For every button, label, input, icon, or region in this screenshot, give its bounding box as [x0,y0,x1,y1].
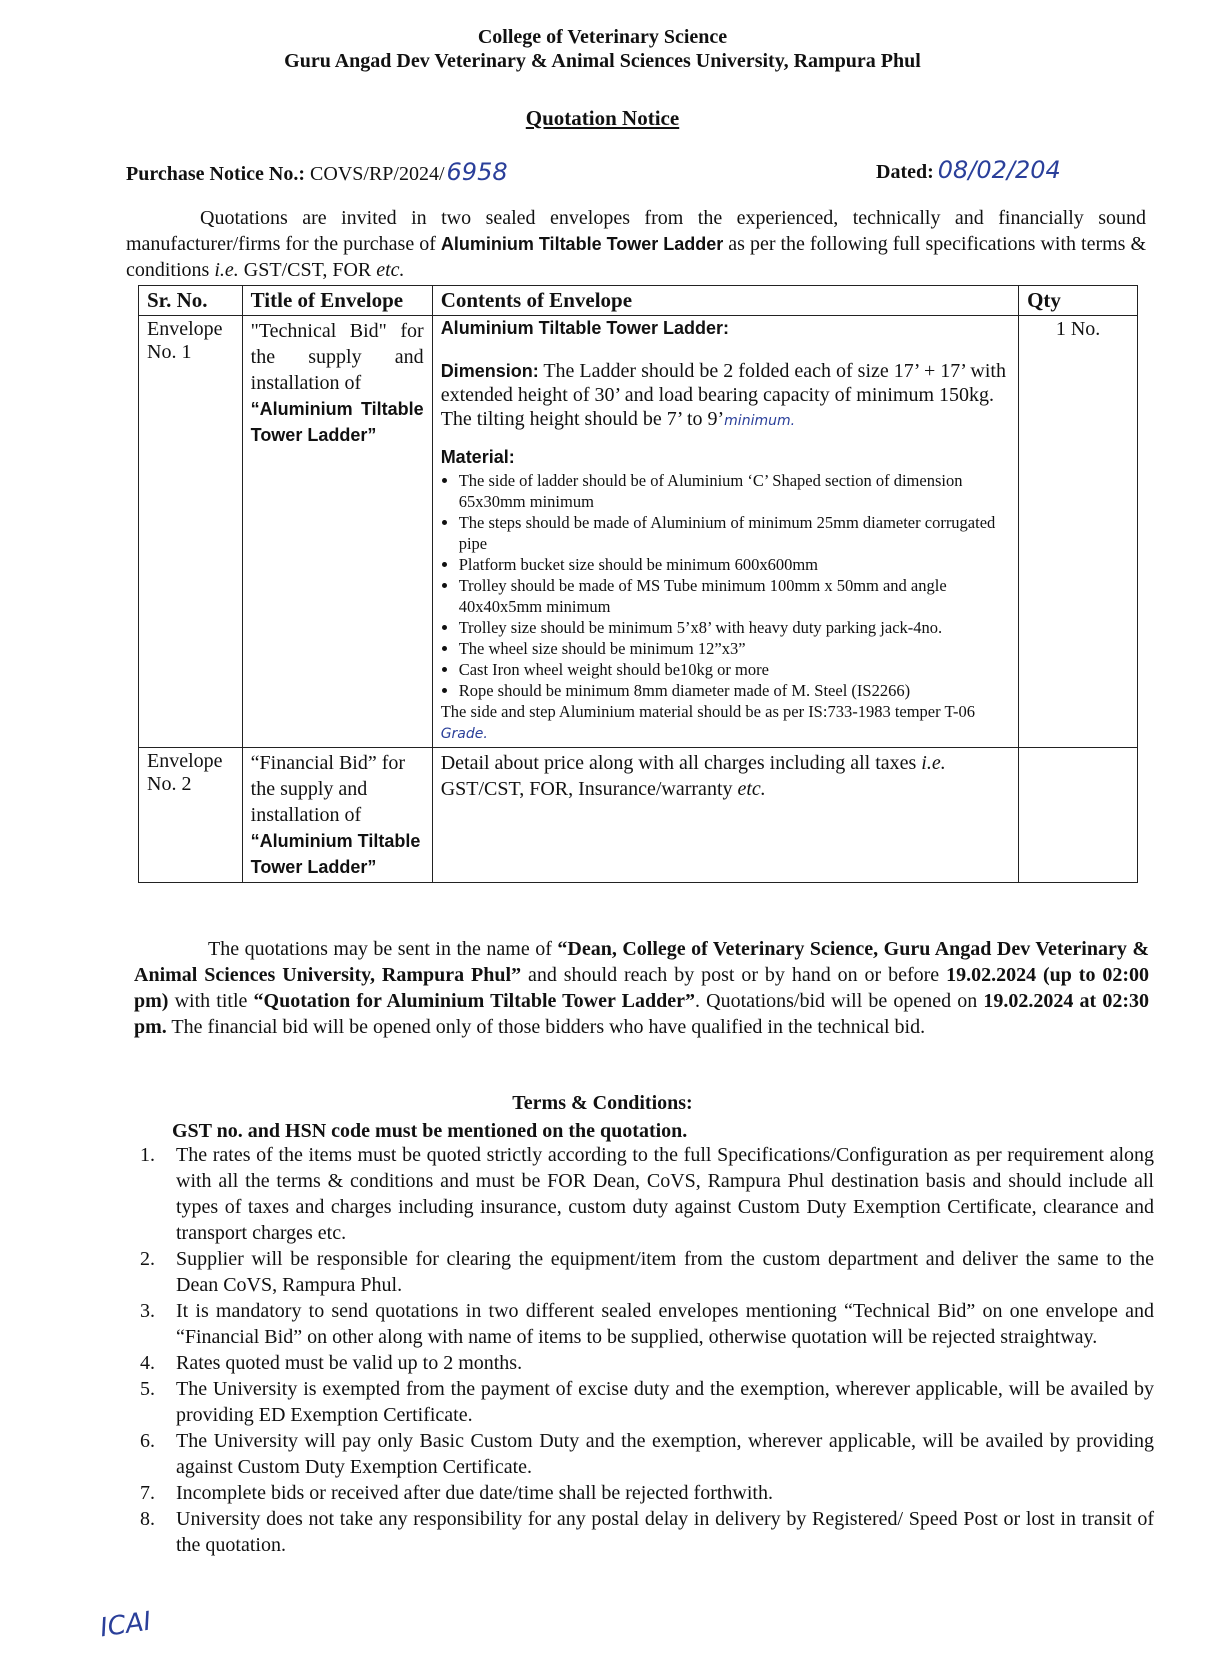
deadline: 19.02.2024 (up to 02:00 pm) [134,964,1150,1012]
term-number: 4. [140,1352,155,1374]
term-text: The University is exempted from the payment of excise duty and the exemption, wherever applicable, will be availed by providing ED Exemption Certificate. [176,1378,1154,1426]
term-number: 2. [140,1248,155,1270]
handwritten-minimum: minimum. [724,413,796,429]
term-number: 8. [140,1508,155,1530]
intro-ie: i.e. [214,259,239,281]
intro-text: as per the following full specifications with terms & conditions [126,233,1146,281]
table-header-row [139,286,1138,316]
list-item [134,1428,1154,1480]
material-standard-text: The side and step Aluminium material should be as per IS:733-1983 temper T-06 [440,702,976,721]
terms-title: Terms & Conditions: [512,1092,693,1114]
dimension-text [441,359,1010,433]
financial-text: GST/CST, FOR, Insurance/warranty [440,778,738,800]
specification-table [138,285,1138,883]
handwritten-initials: ICAI [98,1606,154,1644]
handwritten-notice-number: 6958 [446,158,508,186]
university-name: Guru Angad Dev Veterinary & Animal Sciences University, Rampura Phul [284,50,921,72]
list-item: • The side of ladder should be of Aluminium ‘C’ Shaped section of dimension 65x30mm minimum [459,470,1010,512]
intro-item-name: Aluminium Tiltable Tower Ladder [440,234,724,254]
purchase-notice-prefix: COVS/RP/2024/ [310,163,445,185]
intro-etc: etc. [376,259,405,281]
addressee: “Dean, College of Veterinary Science, Guru Angad Dev Veterinary & Animal Sciences University, Rampura Phul” [134,938,1149,986]
submission-text: . Quotations/bid will be opened on [695,990,984,1012]
list-item [134,1506,1154,1558]
submission-text: The quotations may be sent in the name of [208,938,558,960]
notice-title: Quotation Notice [525,106,680,130]
header-qty: Qty [1019,286,1138,316]
term-text: University does not take any responsibility for any postal delay in delivery by Registered/ Speed Post or lost in transit of the quotation. [176,1508,1154,1556]
gst-note: GST no. and HSN code must be mentioned on the quotation. [172,1120,688,1142]
contents-heading: Aluminium Tiltable Tower Ladder: [440,318,730,338]
term-text: Incomplete bids or received after due date/time shall be rejected forthwith. [176,1482,773,1504]
envelope-1-title [242,316,432,748]
list-item [134,1480,1154,1506]
envelope-1-title-text: "Technical Bid" for the supply and installation of [250,320,424,394]
envelope-2-qty [1019,748,1138,883]
dimension-label: Dimension: [440,361,539,381]
list-item: • Rope should be minimum 8mm diameter made of M. Steel (IS2266) [459,680,1010,701]
list-item: • The steps should be made of Aluminium of minimum 25mm diameter corrugated pipe [459,512,1010,554]
table-row [139,748,1138,883]
term-number: 3. [140,1300,155,1322]
list-item: • The wheel size should be minimum 12”x3” [459,638,1010,659]
envelope-2-contents [432,748,1018,883]
list-item: • Cast Iron wheel weight should be10kg or more [459,659,1010,680]
financial-text: Detail about price along with all charges including all taxes [440,752,922,774]
material-label: Material: [440,447,515,467]
intro-paragraph [126,205,1146,283]
table-row [139,316,1138,748]
dimension-body: The Ladder should be 2 folded each of size 17’ + 17’ with extended height of 30’ and load bearing capacity of minimum 150kg. The tilting height should be 7’ to 9’ [440,360,1006,430]
handwritten-grade: Grade. [440,726,488,742]
list-item: • Trolley size should be minimum 5’x8’ with heavy duty parking jack-4no. [459,617,1010,638]
term-number: 1. [140,1144,155,1166]
material-standard [441,701,1010,745]
dated-label: Dated: [876,161,934,183]
envelope-2-title-text: “Financial Bid” for the supply and installation of [250,752,406,826]
term-number: 7. [140,1482,155,1504]
list-item [134,1142,1154,1246]
envelope-1-item: “Aluminium Tiltable Tower Ladder” [250,399,424,445]
header-sr-no: Sr. No. [139,286,243,316]
financial-ie: i.e. [921,752,946,774]
college-name: College of Veterinary Science [477,26,728,48]
opening-date: 19.02.2024 at 02:30 pm. [134,990,1150,1038]
notice-date [876,156,1061,184]
intro-text: GST/CST, FOR [238,259,377,281]
submission-paragraph [134,936,1149,1040]
financial-etc: etc. [737,778,766,800]
terms-list [134,1142,1154,1558]
material-list [441,470,1010,701]
list-item [134,1350,1154,1376]
term-text: Rates quoted must be valid up to 2 months. [176,1352,523,1374]
submission-text: with title [168,990,254,1012]
envelope-2-sr: Envelope No. 2 [139,748,243,883]
header-contents: Contents of Envelope [432,286,1018,316]
submission-text: and should reach by post or by hand on or before [521,964,947,986]
purchase-notice-label: Purchase Notice No.: [126,163,306,185]
term-text: Supplier will be responsible for clearing the equipment/item from the custom department and deliver the same to the Dean CoVS, Rampura Phul. [176,1248,1154,1296]
term-text: The University will pay only Basic Custom Duty and the exemption, wherever applicable, will be availed by providing against Custom Duty Exemption Certificate. [176,1430,1154,1478]
intro-text: Quotations are invited in two sealed envelopes from the experienced, technically and financially sound manufacturer/firms for the purchase of [126,207,1146,255]
envelope-1-sr: Envelope No. 1 [139,316,243,748]
envelope-1-qty: 1 No. [1019,316,1138,748]
submission-text: The financial bid will be opened only of those bidders who have qualified in the technical bid. [166,1016,926,1038]
header-title: Title of Envelope [242,286,432,316]
purchase-notice-number [126,158,508,186]
handwritten-date: 08/02/204 [937,156,1061,184]
list-item [134,1246,1154,1298]
envelope-2-title [242,748,432,883]
list-item [134,1376,1154,1428]
list-item: • Trolley should be made of MS Tube minimum 100mm x 50mm and angle 40x40x5mm minimum [459,575,1010,617]
list-item: • Platform bucket size should be minimum 600x600mm [459,554,1010,575]
envelope-title: “Quotation for Aluminium Tiltable Tower Ladder” [253,990,695,1012]
term-text: The rates of the items must be quoted strictly according to the full Specifications/Configuration as per requirement along with all the terms & conditions and must be FOR Dean, CoVS, Rampura Phul destination basis and should include all types of taxes and charges including insurance, custom duty against Custom Duty Exemption Certificate, clearance and transport charges etc. [176,1144,1154,1244]
term-number: 5. [140,1378,155,1400]
term-number: 6. [140,1430,155,1452]
envelope-2-item: “Aluminium Tiltable Tower Ladder” [250,831,421,877]
list-item [134,1298,1154,1350]
term-text: It is mandatory to send quotations in two different sealed envelopes mentioning “Technical Bid” on one envelope and “Financial Bid” on other along with name of items to be supplied, otherwise quotation will be rejected straightway. [176,1300,1154,1348]
envelope-1-contents [432,316,1018,748]
